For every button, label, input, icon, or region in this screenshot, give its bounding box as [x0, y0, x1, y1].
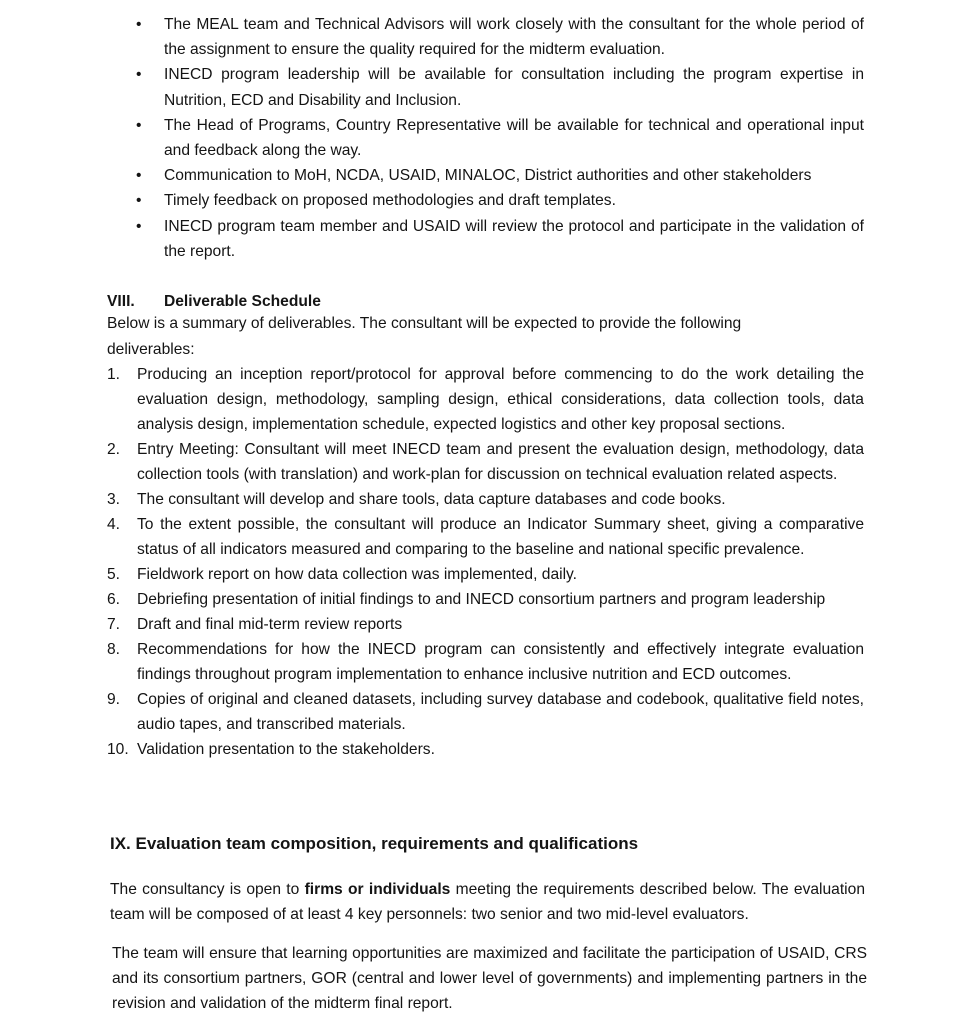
deliverable-item: 7. Draft and final mid-term review reports — [107, 616, 403, 633]
section-number: VIII. — [107, 293, 135, 310]
deliverable-item: 5. Fieldwork report on how data collection was implemented, daily. — [107, 566, 578, 583]
bullet-item: • Timely feedback on proposed methodologies and draft templates. — [164, 188, 864, 213]
section-title: Deliverable Schedule — [164, 293, 321, 310]
emphasis-text: firms or individuals — [304, 881, 451, 898]
bullet-item: • The MEAL team and Technical Advisors will work closely with the consultant for the whole period of the assignment to ensure the quality required for the midterm evaluation. — [164, 12, 864, 62]
deliverable-item: 9. Copies of original and cleaned datasets, including survey database and codebook, qualitative field notes, audio tapes, and transcribed materials. — [107, 691, 864, 733]
bullet-item: • INECD program team member and USAID will review the protocol and participate in the validation of the report. — [164, 214, 864, 264]
bullet-marker: • — [136, 116, 142, 134]
deliverable-item: 8. Recommendations for how the INECD program can consistently and effectively integrate evaluation findings throughout program implementation to enhance inclusive nutrition and ECD outcomes. — [107, 641, 864, 683]
support-bullet-list — [136, 12, 864, 264]
bullet-marker: • — [136, 66, 142, 84]
deliverable-item: 10. Validation presentation to the stakeholders. — [107, 741, 435, 758]
consultancy-paragraph: The consultancy is open to firms or individuals meeting the requirements described below. The evaluation team will be composed of at least 4 key personnels: two senior and two mid-level evaluators. — [110, 881, 865, 923]
bullet-marker: • — [136, 192, 142, 210]
deliverable-item: 2. Entry Meeting: Consultant will meet INECD team and present the evaluation design, methodology, data collection tools (with translation) and work-plan for discussion on technical evaluation related aspects. — [107, 441, 864, 483]
bullet-marker: • — [136, 167, 142, 185]
deliverables-intro: Below is a summary of deliverables. The consultant will be expected to provide the following deliverables: — [107, 315, 742, 358]
bullet-item: • The Head of Programs, Country Representative will be available for technical and operational input and feedback along the way. — [164, 113, 864, 163]
bullet-item: • INECD program leadership will be available for consultation including the program expertise in Nutrition, ECD and Disability and Inclusion. — [164, 62, 864, 112]
deliverable-item: 4. To the extent possible, the consultant will produce an Indicator Summary sheet, giving a comparative status of all indicators measured and comparing to the baseline and national specific prevalence. — [107, 516, 864, 558]
deliverable-item: 6. Debriefing presentation of initial findings to and INECD consortium partners and program leadership — [107, 591, 826, 608]
bullet-marker: • — [136, 217, 142, 235]
learning-paragraph: The team will ensure that learning opportunities are maximized and facilitate the participation of USAID, CRS and its consortium partners, GOR (central and lower level of governments) and implementing partners in the revision and validation of the midterm final report. — [112, 945, 867, 1012]
bullet-item: • Communication to MoH, NCDA, USAID, MINALOC, District authorities and other stakeholders — [164, 163, 864, 188]
section-heading-team: IX. Evaluation team composition, requirements and qualifications — [110, 834, 639, 853]
deliverable-item: 1. Producing an inception report/protocol for approval before commencing to do the work detailing the evaluation design, methodology, sampling design, ethical considerations, data collection tools, data analysis design, implementation schedule, expected logistics and other key proposal sections. — [107, 366, 864, 433]
deliverables-list — [107, 362, 864, 762]
bullet-marker: • — [136, 16, 142, 33]
deliverable-item: 3. The consultant will develop and share tools, data capture databases and code books. — [107, 491, 726, 508]
